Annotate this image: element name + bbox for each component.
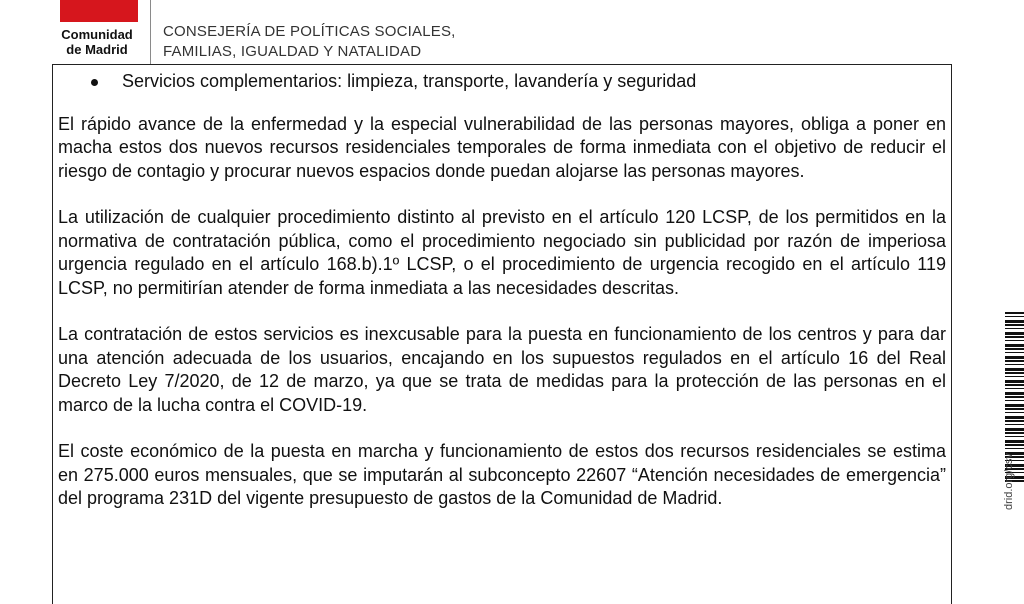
department-line-1: CONSEJERÍA DE POLÍTICAS SOCIALES, <box>163 23 456 40</box>
verification-url: drid.org/csv <box>1003 453 1015 510</box>
paragraph-cost: El coste económico de la puesta en marcha y funcionamiento de estos dos recursos residenciales se estima en 275.000 euros mensuales, que se imputarán al subconcepto 22607 “Atención necesidades de emergencia” del programa 231D del vigente presupuesto de gastos de la Comunidad de Madrid. <box>58 441 946 508</box>
department-title <box>163 22 456 62</box>
header-divider <box>150 0 151 64</box>
paragraph-contracting: La contratación de estos servicios es inexcusable para la puesta en funcionamiento de los centros y para dar una atención adecuada de los usuarios, encajando en los supuestos regulados en el artículo 16 del Real Decreto Ley 7/2020, de 12 de marzo, ya que se trata de medidas para la protección de las personas en el marco de la lucha contra el COVID-19. <box>58 324 946 415</box>
logo-text: Comunidad de Madrid <box>61 27 133 57</box>
paragraph-procedure: La utilización de cualquier procedimiento distinto al previsto en el artículo 120 LCSP, de los permitidos en la normativa de contratación pública, como el procedimiento negociado sin publicidad por razón de imperiosa urgencia regulado en el artículo 168.b).1º LCSP, o el procedimiento de urgencia recogido en el artículo 119 LCSP, no permitirían atender de forma inmediata a las necesidades descritas. <box>58 207 946 298</box>
document-content <box>58 70 946 534</box>
department-line-2: FAMILIAS, IGUALDAD Y NATALIDAD <box>163 43 422 60</box>
bullet-item <box>58 70 946 94</box>
paragraph-urgency: El rápido avance de la enfermedad y la especial vulnerabilidad de las personas mayores, obliga a poner en macha estos dos nuevos recursos residenciales temporales de forma inmediata con el objetivo de reducir el riesgo de contagio y procurar nuevos espacios donde puedan alojarse las personas mayores. <box>58 113 946 181</box>
bullet-icon <box>91 79 98 86</box>
logo-red-block <box>60 0 138 22</box>
bullet-text: Servicios complementarios: limpieza, transporte, lavandería y seguridad <box>122 71 697 91</box>
